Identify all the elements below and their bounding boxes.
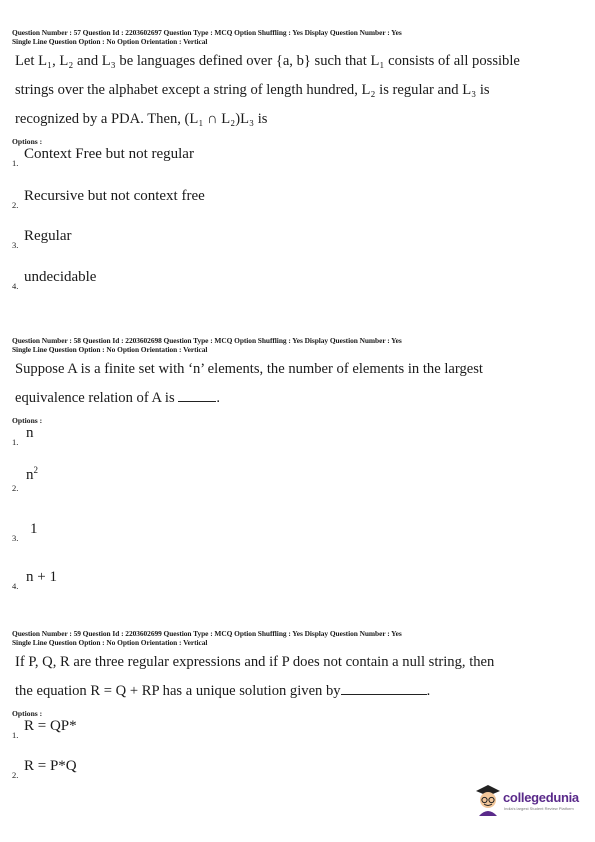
- option-text: Regular: [24, 228, 72, 245]
- logo-name: collegedunia: [503, 790, 579, 805]
- option-text: R = P*Q: [24, 758, 77, 775]
- option-base: n: [26, 467, 34, 484]
- stem-line: equivalence relation of A is .: [15, 390, 220, 407]
- stem-line: If P, Q, R are three regular expressions and if P does not contain a null string, then: [15, 654, 495, 671]
- option-number: 2.: [12, 200, 19, 211]
- option-number: 3.: [12, 533, 19, 544]
- stem-line: the equation R = Q + RP has a unique solution given by .: [15, 683, 431, 700]
- option-number: 2.: [12, 483, 19, 494]
- question-58: [12, 337, 584, 593]
- option-superscript: 2: [33, 465, 38, 476]
- option-3[interactable]: [12, 228, 584, 269]
- option-1[interactable]: [12, 425, 584, 467]
- option-text: R = QP*: [24, 718, 77, 735]
- option-1[interactable]: [12, 718, 584, 758]
- option-text: 1: [30, 521, 38, 538]
- question-meta-line1: Question Number : 57 Question Id : 2203602697 Question Type : MCQ Option Shuffling : Yes Display Question Number : Yes: [12, 28, 402, 37]
- mascot-icon: [473, 782, 503, 818]
- question-meta-line2: Single Line Question Option : No Option Orientation : Vertical: [12, 637, 208, 647]
- option-3[interactable]: [12, 521, 584, 569]
- question-59: [12, 630, 584, 782]
- option-number: 2.: [12, 770, 19, 781]
- option-2[interactable]: [12, 758, 584, 782]
- option-1[interactable]: [12, 146, 584, 188]
- option-text: undecidable: [24, 269, 97, 286]
- stem-line: recognized by a PDA. Then, (L₁ ∩ L₂)L₃ is: [15, 111, 268, 128]
- question-stem: [12, 47, 584, 134]
- logo-tagline: India's largest Student Review Platform: [504, 806, 574, 811]
- options-label: Options :: [12, 137, 43, 147]
- option-number: 1.: [12, 730, 19, 741]
- question-stem: [12, 648, 584, 706]
- collegedunia-logo: [473, 780, 581, 820]
- option-2[interactable]: [12, 467, 584, 521]
- stem-line: strings over the alphabet except a string of length hundred, L₂ is regular and L₃ is: [15, 82, 490, 99]
- answer-blank: [178, 389, 216, 402]
- stem-text: equivalence relation of A is: [15, 390, 175, 407]
- question-meta-line2: Single Line Question Option : No Option Orientation : Vertical: [12, 36, 208, 46]
- option-text: Context Free but not regular: [24, 146, 194, 163]
- option-text: n: [26, 425, 34, 442]
- option-number: 4.: [12, 281, 19, 292]
- question-stem: [12, 355, 584, 413]
- option-4[interactable]: [12, 269, 584, 293]
- options-label: Options :: [12, 709, 43, 719]
- option-text: Recursive but not context free: [24, 188, 205, 205]
- question-meta-line1: Question Number : 59 Question Id : 2203602699 Question Type : MCQ Option Shuffling : Yes Display Question Number : Yes: [12, 629, 402, 638]
- options-label: Options :: [12, 416, 43, 426]
- answer-blank: [341, 682, 427, 695]
- stem-line: Let L₁, L₂ and L₃ be languages defined over {a, b} such that L₁ consists of all possible: [15, 53, 520, 70]
- option-4[interactable]: [12, 569, 584, 593]
- option-text: n + 1: [26, 569, 57, 586]
- option-number: 3.: [12, 240, 19, 251]
- question-meta-line1: Question Number : 58 Question Id : 2203602698 Question Type : MCQ Option Shuffling : Yes Display Question Number : Yes: [12, 336, 402, 345]
- stem-text: the equation R = Q + RP has a unique solution given by: [15, 683, 341, 700]
- option-number: 4.: [12, 581, 19, 592]
- option-number: 1.: [12, 437, 19, 448]
- option-number: 1.: [12, 158, 19, 169]
- question-meta-line2: Single Line Question Option : No Option Orientation : Vertical: [12, 344, 208, 354]
- option-text: [26, 465, 38, 484]
- stem-line: Suppose A is a finite set with ‘n’ elements, the number of elements in the largest: [15, 361, 483, 378]
- option-2[interactable]: [12, 188, 584, 228]
- question-57: [12, 29, 584, 293]
